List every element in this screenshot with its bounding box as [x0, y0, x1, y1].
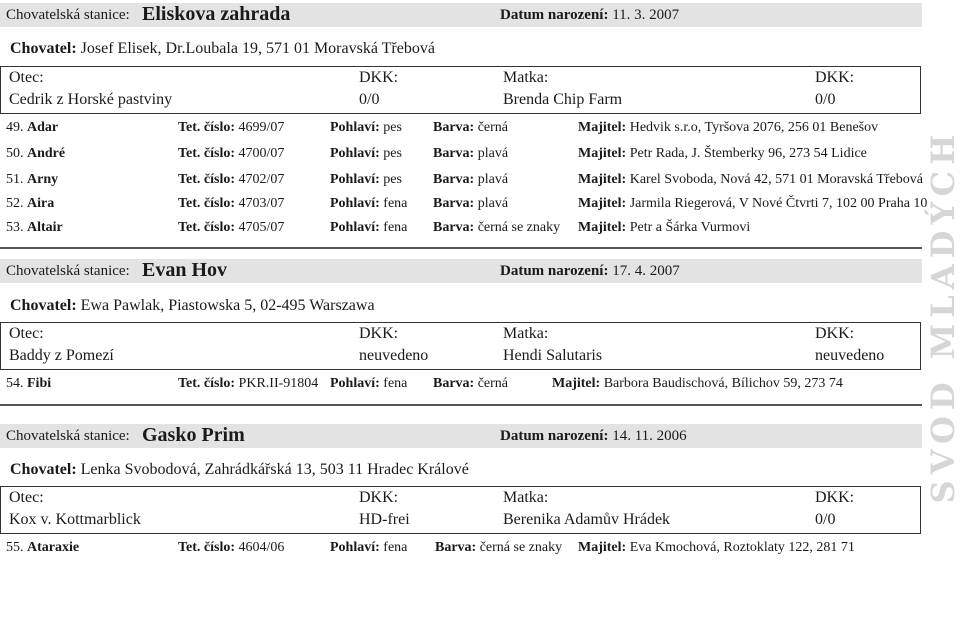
side-banner [926, 6, 960, 626]
puppy-owner: Majitel: Petr Rada, J. Štemberky 96, 273 54 Lidice [578, 146, 867, 161]
puppy-tattoo: Tet. číslo: 4604/06 [178, 540, 285, 555]
breeder-line: Chovatel: Josef Elisek, Dr.Loubala 19, 571 01 Moravská Třebová [10, 40, 435, 57]
puppy-tattoo: Tet. číslo: 4702/07 [178, 172, 285, 187]
sire-name: Kox v. Kottmarblick [9, 511, 141, 528]
puppy-owner: Majitel: Eva Kmochová, Roztoklaty 122, 281 71 [578, 540, 855, 555]
puppy-sex: Pohlaví: fena [330, 196, 408, 211]
section-divider [0, 247, 922, 249]
station-name: Evan Hov [142, 259, 228, 281]
sire-name: Cedrik z Horské pastviny [9, 91, 173, 108]
puppy-color: Barva: plavá [433, 196, 509, 211]
dam-dkk: neuvedeno [815, 347, 885, 364]
puppy-owner: Majitel: Hedvik s.r.o, Tyršova 2076, 256 01 Benešov [578, 120, 879, 135]
puppy-owner: Majitel: Karel Svoboda, Nová 42, 571 01 Moravská Třebová [578, 172, 923, 187]
puppy-sex: Pohlaví: pes [330, 120, 402, 135]
puppy-name: 49. Adar [6, 120, 59, 135]
puppy-tattoo: Tet. číslo: 4699/07 [178, 120, 285, 135]
station-label: Chovatelská stanice: [6, 7, 130, 23]
parents-box [0, 66, 921, 114]
puppy-row [0, 120, 922, 140]
station-label: Chovatelská stanice: [6, 263, 130, 279]
puppy-color: Barva: černá se znaky [435, 540, 563, 555]
sire-label: Otec: [9, 69, 44, 86]
dam-label: Matka: [503, 325, 549, 342]
puppy-name: 55. Ataraxie [6, 540, 80, 555]
sire-dkk: HD-frei [359, 511, 410, 528]
puppy-color: Barva: černá se znaky [433, 220, 561, 235]
puppy-owner: Majitel: Jarmila Riegerová, V Nové Čtvrti 7, 102 00 Praha 10 [578, 196, 928, 211]
sire-name: Baddy z Pomezí [9, 347, 114, 364]
sire-label: Otec: [9, 489, 44, 506]
breeder-line: Chovatel: Lenka Svobodová, Zahrádkářská 13, 503 11 Hradec Králové [10, 461, 469, 478]
dam-name: Hendi Salutaris [503, 347, 603, 364]
puppy-tattoo: Tet. číslo: 4700/07 [178, 146, 285, 161]
dam-dkk-label: DKK: [815, 489, 855, 506]
birth-date: Datum narození: 17. 4. 2007 [500, 263, 680, 279]
puppy-name: 52. Aira [6, 196, 55, 211]
puppy-sex: Pohlaví: pes [330, 172, 402, 187]
puppy-tattoo: Tet. číslo: 4703/07 [178, 196, 285, 211]
puppy-row [0, 376, 922, 396]
station-name: Eliskova zahrada [142, 3, 291, 25]
puppy-color: Barva: plavá [433, 146, 509, 161]
puppy-color: Barva: černá [433, 120, 509, 135]
breeder-line: Chovatel: Ewa Pawlak, Piastowska 5, 02-495 Warszawa [10, 297, 375, 314]
dam-label: Matka: [503, 69, 549, 86]
dam-dkk-label: DKK: [815, 69, 855, 86]
puppy-sex: Pohlaví: fena [330, 540, 408, 555]
puppy-row [0, 172, 922, 192]
station-header [0, 3, 922, 27]
puppy-owner: Majitel: Petr a Šárka Vurmovi [578, 220, 751, 235]
sire-dkk-label: DKK: [359, 325, 399, 342]
parents-box [0, 322, 921, 370]
puppy-name: 53. Altair [6, 220, 63, 235]
side-title: SVOD MLADÝCH [924, 128, 962, 504]
station-header [0, 424, 922, 448]
sire-dkk-label: DKK: [359, 69, 399, 86]
dam-dkk: 0/0 [815, 91, 836, 108]
puppy-row [0, 146, 922, 166]
station-label: Chovatelská stanice: [6, 428, 130, 444]
dam-label: Matka: [503, 489, 549, 506]
puppy-name: 50. André [6, 146, 66, 161]
parents-box [0, 486, 921, 534]
puppy-sex: Pohlaví: pes [330, 146, 402, 161]
puppy-owner: Majitel: Barbora Baudischová, Bílichov 59, 273 74 [552, 376, 843, 391]
sire-label: Otec: [9, 325, 44, 342]
dam-name: Brenda Chip Farm [503, 91, 623, 108]
puppy-name: 51. Arny [6, 172, 59, 187]
birth-date: Datum narození: 11. 3. 2007 [500, 7, 680, 23]
puppy-color: Barva: plavá [433, 172, 509, 187]
sire-dkk: neuvedeno [359, 347, 429, 364]
station-header [0, 259, 922, 283]
puppy-row [0, 196, 928, 216]
puppy-sex: Pohlaví: fena [330, 220, 408, 235]
section-divider [0, 404, 922, 406]
station-name: Gasko Prim [142, 424, 245, 446]
dam-dkk: 0/0 [815, 511, 836, 528]
dam-name: Berenika Adamův Hrádek [503, 511, 671, 528]
sire-dkk: 0/0 [359, 91, 380, 108]
puppy-tattoo: Tet. číslo: 4705/07 [178, 220, 285, 235]
sire-dkk-label: DKK: [359, 489, 399, 506]
puppy-name: 54. Fibi [6, 376, 52, 391]
birth-date: Datum narození: 14. 11. 2006 [500, 428, 687, 444]
puppy-row [0, 540, 922, 560]
puppy-sex: Pohlaví: fena [330, 376, 408, 391]
puppy-row [0, 220, 922, 240]
puppy-tattoo: Tet. číslo: PKR.II-91804 [178, 376, 319, 391]
dam-dkk-label: DKK: [815, 325, 855, 342]
puppy-color: Barva: černá [433, 376, 509, 391]
